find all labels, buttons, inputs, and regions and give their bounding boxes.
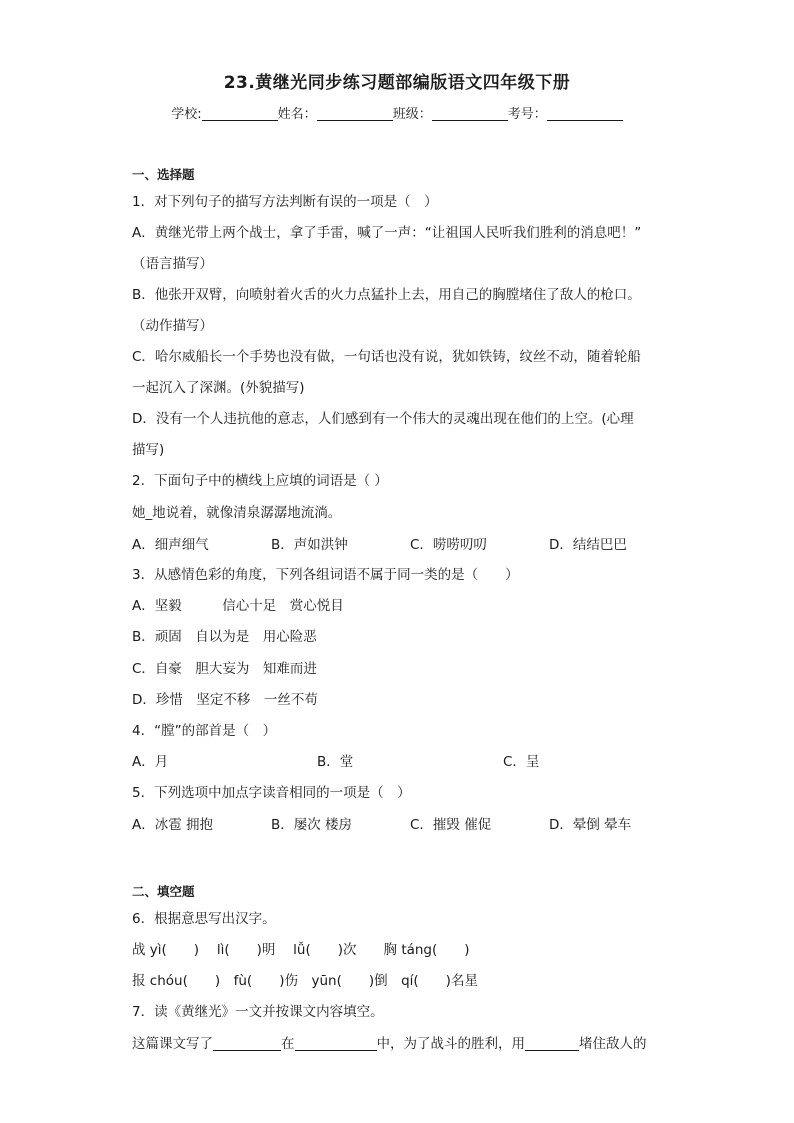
name-blank[interactable] — [317, 106, 393, 121]
q4-stem: 4．“膛”的部首是（ ） — [132, 723, 277, 739]
school-blank[interactable] — [202, 106, 278, 121]
q7-text-3: 中，为了战斗的胜利，用 — [376, 1036, 525, 1052]
student-info-row — [0, 103, 794, 122]
q3-option-c: C．自豪 胆大妄为 知难而进 — [132, 661, 317, 677]
q5-option-d: D．晕倒 晕车 — [549, 817, 632, 833]
q1-option-d: D．没有一个人违抗他的意志，人们感到有一个伟大的灵魂出现在他们的上空。(心理 — [132, 411, 634, 427]
q7-text-4: 堵住敌人的 — [579, 1036, 647, 1052]
q1-option-a: A．黄继光带上两个战士，拿了手雷，喊了一声：“让祖国人民听我们胜利的消息吧！” — [132, 225, 642, 241]
q2-sentence: 她_地说着，就像清泉潺潺地流淌。 — [132, 505, 342, 521]
q7-stem: 7．读《黄继光》一文并按课文内容填空。 — [132, 1004, 384, 1020]
number-label: 考号： — [507, 107, 547, 122]
q1-stem: 1．对下列句子的描写方法判断有误的一项是（ ） — [132, 194, 438, 210]
q1-option-a-cont: （语言描写） — [132, 256, 213, 272]
q7-blank-3[interactable] — [525, 1036, 579, 1051]
q3-option-b: B．顽固 自以为是 用心险恶 — [132, 629, 317, 645]
q2-option-d: D．结结巴巴 — [549, 537, 627, 553]
q5-option-c: C．摧毁 催促 — [410, 817, 492, 833]
page-title: 23.黄继光同步练习题部编版语文四年级下册 — [223, 73, 571, 93]
section-choice-heading: 一、选择题 — [132, 167, 195, 182]
q1-option-b-cont: （动作描写） — [132, 318, 213, 334]
q7-passage — [132, 1035, 647, 1053]
name-label: 姓名： — [277, 107, 317, 122]
q3-option-d: D．珍惜 坚定不移 一丝不苟 — [132, 692, 318, 708]
q2-option-c: C．唠唠叨叨 — [410, 537, 487, 553]
q1-option-d-cont: 描写) — [132, 442, 165, 458]
q7-blank-2[interactable] — [295, 1036, 377, 1051]
q6-stem: 6．根据意思写出汉字。 — [132, 911, 276, 927]
q1-option-c: C．哈尔威船长一个手势也没有做，一句话也没有说，犹如铁铸，纹丝不动，随着轮船 — [132, 349, 641, 365]
q4-option-c: C．呈 — [503, 754, 540, 770]
class-blank[interactable] — [432, 106, 508, 121]
q7-blank-1[interactable] — [213, 1036, 281, 1051]
q2-option-a: A．细声细气 — [132, 537, 209, 553]
q1-option-c-cont: 一起沉入了深渊。(外貌描写) — [132, 380, 305, 396]
q4-option-a: A．月 — [132, 754, 169, 770]
q3-stem: 3．从感情色彩的角度，下列各组词语不属于同一类的是（ ） — [132, 567, 519, 583]
q6-row-1: 战 yì( ) lì( )明 lǚ( )次 胸 táng( ) — [132, 942, 470, 958]
q5-stem: 5．下列选项中加点字读音相同的一项是（ ） — [132, 785, 411, 801]
class-label: 班级： — [392, 107, 432, 122]
q5-option-b: B．屡次 楼房 — [271, 817, 353, 833]
q7-text-2: 在 — [281, 1036, 295, 1052]
q2-option-b: B．声如洪钟 — [271, 537, 348, 553]
school-label: 学校: — [171, 107, 202, 122]
q4-option-b: B．堂 — [317, 754, 354, 770]
q3-option-a: A．坚毅 信心十足 赏心悦目 — [132, 598, 344, 614]
q6-row-2: 报 chóu( ) fù( )伤 yūn( )倒 qí( )名星 — [132, 973, 478, 989]
section-fill-heading: 二、填空题 — [132, 884, 195, 899]
q2-stem: 2．下面句子中的横线上应填的词语是（ ） — [132, 473, 388, 489]
q1-option-b: B．他张开双臂，向喷射着火舌的火力点猛扑上去，用自己的胸膛堵住了敌人的枪口。 — [132, 287, 641, 303]
number-blank[interactable] — [547, 106, 623, 121]
q7-text-1: 这篇课文写了 — [132, 1036, 213, 1052]
q5-option-a: A．冰雹 拥抱 — [132, 817, 214, 833]
